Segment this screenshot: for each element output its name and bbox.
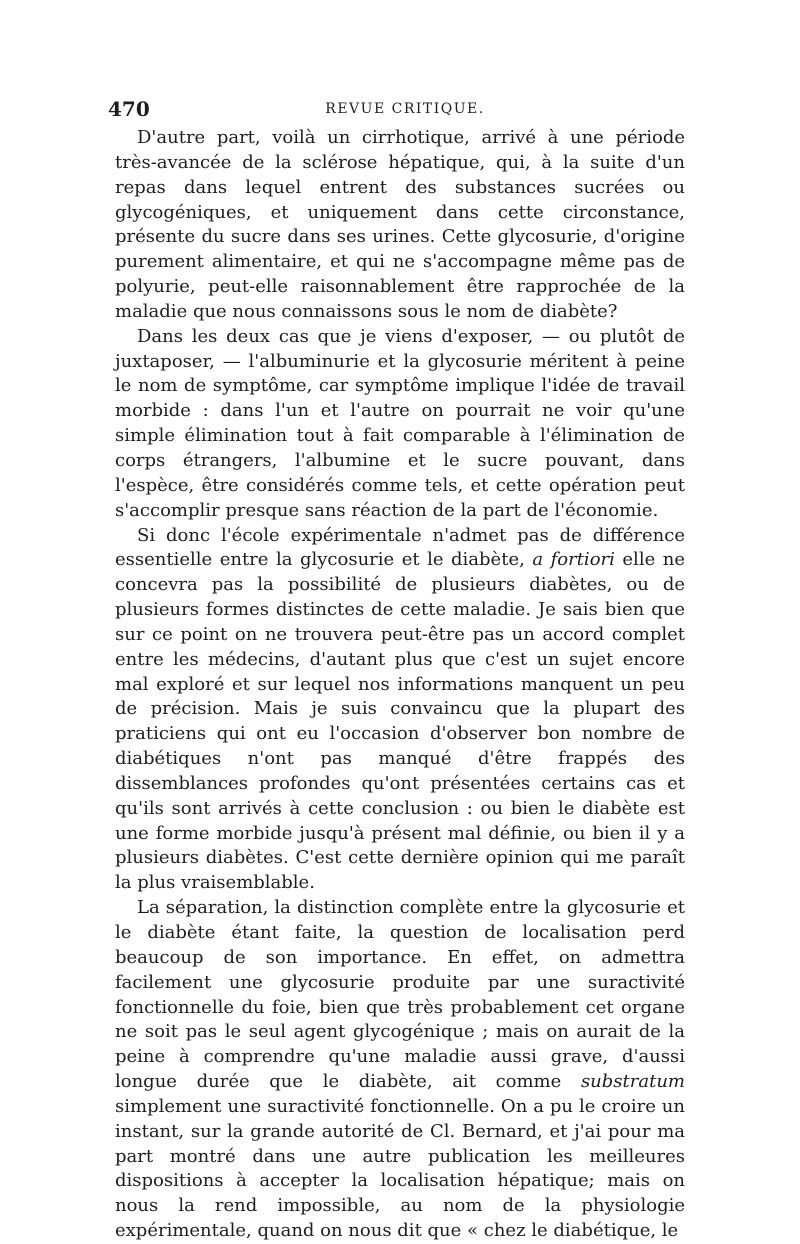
text-run: La séparation, la distinction complète entre la glycosurie et le diabète étant faite, la question de localisation perd beaucoup de son importance. En effet, on admettra facilement une glycosurie produite par une suractivité fonctionnelle du foie, bien que très probablement cet organe ne soit pas le seul agent glycogénique ; mais on aurait de la peine à comprendre qu'une maladie aussi grave, d'aussi longue durée que le diabète, ait comme (115, 897, 685, 1093)
paragraph: Dans les deux cas que je viens d'exposer, — ou plutôt de juxtaposer, — l'albuminurie et la glycosurie méritent à peine le nom de symptôme, car symptôme implique l'idée de travail morbide : dans l'un et l'autre on pourrait ne voir qu'une simple élimination tout à fait comparable à l'élimination de corps étrangers, l'albumine et le sucre pouvant, dans l'espèce, être considérés comme tels, et cette opération peut s'accomplir presque sans réaction de la part de l'économie. (115, 325, 685, 521)
text-run: simplement une suractivité fonctionnelle. On a pu le croire un instant, sur la grande autorité de Cl. Bernard, et j'ai pour ma part montré dans une autre publication les meilleures dispositions à accepter la localisation hépatique; mais on nous la rend impossible, au nom de la physiologie expérimentale, quand on nous dit que « chez le diabétique, le (115, 1095, 685, 1242)
paragraph (115, 524, 685, 897)
text-run: elle ne concevra pas la possibilité de plusieurs diabètes, ou de plusieurs formes distinctes de cette maladie. Je sais bien que sur ce point on ne trouvera peut-être pas un accord complet entre les médecins, d'autant plus que c'est un sujet encore mal exploré et sur lequel nos informations manquent un peu de précision. Mais je suis convaincu que la plupart des praticiens qui ont eu l'occasion d'observer bon nombre de diabétiques n'ont pas manqué d'être frappés des dissemblances profondes qu'ont présentées certains cas et qu'ils sont arrivés à cette conclusion : ou bien le diabète est une forme morbide jusqu'à présent mal définie, ou bien il y a plusieurs diabètes. C'est cette dernière opinion qui me paraît la plus vraisemblable. (115, 549, 685, 894)
paragraph (115, 896, 685, 1244)
body-text (115, 126, 685, 1244)
page-number: 470 (108, 97, 150, 121)
running-title: REVUE CRITIQUE. (325, 101, 485, 117)
italic-phrase: a fortiori (532, 549, 615, 571)
paragraph: D'autre part, voilà un cirrhotique, arrivé à une période très-avancée de la sclérose hépatique, qui, à la suite d'un repas dans lequel entrent des substances sucrées ou glycogéniques, et uniquement dans cette circonstance, présente du sucre dans ses urines. Cette glycosurie, d'origine purement alimentaire, et qui ne s'accompagne même pas de polyurie, peut-elle raisonnablement être rapprochée de la maladie que nous connaissons sous le nom de diabète? (115, 127, 685, 322)
italic-phrase: substratum (580, 1071, 685, 1093)
text-run: Si donc l'école expérimentale n'admet pas de différence essentielle entre la glycosurie et le diabète, (115, 524, 685, 571)
